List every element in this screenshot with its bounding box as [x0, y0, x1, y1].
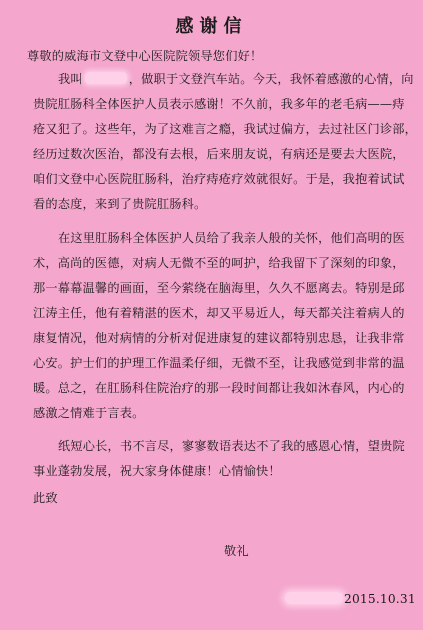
paragraph-1-line-5: 咱们文登中心医院肛肠科，治疗痔疮疗效就很好。于是，我抱着试试 [33, 172, 405, 186]
paragraph-1-line-1 [58, 71, 414, 87]
salutation: 尊敬的威海市文登中心医院院领导您们好！ [27, 49, 263, 63]
paragraph-1-line-1-end: ，做职于文登汽车站。今天，我怀着感激的心情，向 [128, 72, 414, 86]
paragraph-2-line-1: 在这里肛肠科全体医护人员给了我亲人般的关怀，他们高明的医 [58, 231, 405, 245]
paragraph-2-line-4: 江涛主任，他有着精湛的医术，却又平易近人，每天都关注着病人的 [33, 306, 405, 320]
paragraph-2-line-6: 心安。护士们的护理工作温柔仔细，无微不至，让我感觉到非常的温 [33, 356, 405, 370]
letter-title: 感谢信 [175, 16, 248, 37]
redacted-name [85, 72, 127, 84]
regards: 敬礼 [224, 544, 249, 558]
date: 2015.10.31 [344, 592, 416, 606]
paragraph-1-line-3: 疮又犯了。这些年，为了这难言之瘾，我试过偏方，去过社区门诊部， [33, 122, 418, 136]
paragraph-1-line-6: 看的态度，来到了贵院肛肠科。 [33, 197, 207, 211]
paragraph-2-line-2: 术，高尚的医德，对病人无微不至的呵护，给我留下了深刻的印象， [33, 256, 405, 270]
paragraph-2-line-7: 暖。总之，在肛肠科住院治疗的那一段时间都让我如沐春风，内心的 [33, 381, 405, 395]
paragraph-3-line-1: 纸短心长，书不言尽，寥寥数语表达不了我的感恩心情，望贵院 [58, 439, 405, 453]
paragraph-3-line-2: 事业蓬勃发展，祝大家身体健康！心情愉快！ [33, 464, 281, 478]
paragraph-2-line-8: 感激之情难于言表。 [33, 406, 145, 420]
paragraph-1-line-4: 经历过数次医治，都没有去根，后来朋友说，有病还是要去大医院， [33, 147, 405, 161]
paragraph-1-line-1-start: 我叫 [58, 72, 83, 86]
closing: 此致 [33, 491, 58, 505]
paragraph-1-line-2: 贵院肛肠科全体医护人员表示感谢！不久前，我多年的老毛病——痔 [33, 97, 405, 111]
paragraph-2-line-5: 康复情况，他对病情的分析对促进康复的建议都特别忠恳，让我非常 [33, 331, 405, 345]
redacted-signature [285, 592, 343, 604]
paragraph-2-line-3: 那一幕幕温馨的画面，至今萦绕在脑海里，久久不愿离去。特别是邱 [33, 281, 405, 295]
